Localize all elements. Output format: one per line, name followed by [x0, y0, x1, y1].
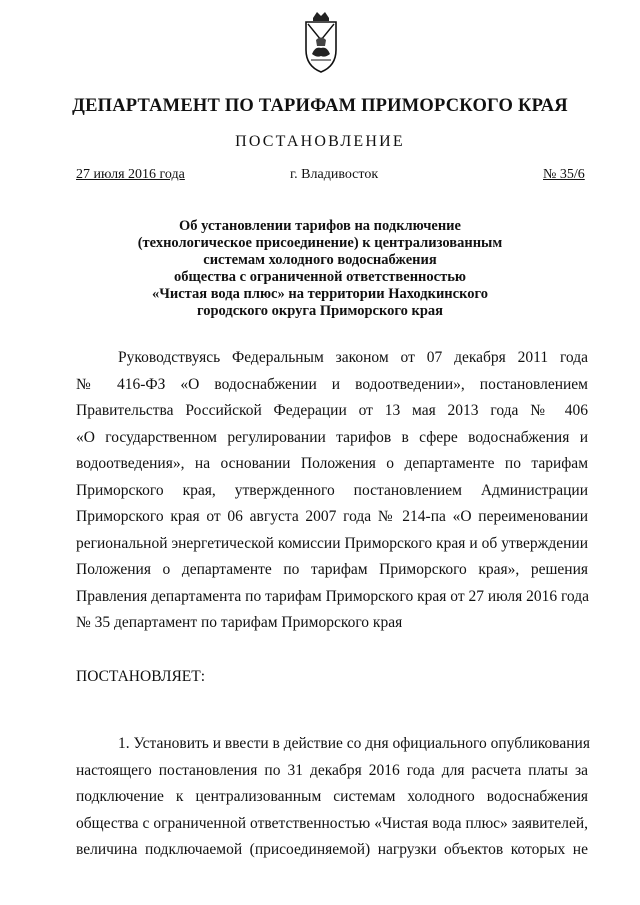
document-date: 27 июля 2016 года — [76, 167, 185, 182]
paragraph-line: водоотведения», на основании Положения о департаменте по тарифам — [76, 455, 588, 472]
paragraph-line: № 35 департамент по тарифам Приморского края — [76, 614, 403, 631]
paragraph-line: «О государственном регулировании тарифов в сфере водоснабжения и — [76, 428, 588, 446]
paragraph-line: Приморского края от 06 августа 2007 года № 214-па «О переименовании — [76, 508, 588, 525]
heading-line: «Чистая вода плюс» на территории Находкинского — [152, 286, 488, 302]
heading-line: городского округа Приморского края — [197, 303, 443, 319]
paragraph-line: подключение к централизованным системам холодного водоснабжения — [76, 788, 588, 805]
paragraph-line: величина подключаемой (присоединяемой) нагрузки объектов которых не — [76, 841, 588, 858]
paragraph-line: региональной энергетической комиссии Приморского края и об утверждении — [76, 534, 588, 552]
paragraph-line: 1. Установить и ввести в действие со дня официального опубликования — [118, 735, 590, 752]
document-heading — [60, 218, 580, 320]
heading-line: общества с ограниченной ответственностью — [174, 269, 466, 285]
paragraph-line: № 416-ФЗ «О водоснабжении и водоотведении», постановлением — [76, 375, 588, 393]
heading-line: (технологическое присоединение) к централизованным — [137, 235, 503, 251]
document-city: г. Владивосток — [290, 167, 379, 182]
heading-line: Об установлении тарифов на подключение — [179, 218, 461, 234]
coat-of-arms-icon — [303, 10, 339, 76]
decree-word: ПОСТАНОВЛЯЕТ: — [76, 668, 206, 685]
department-title: ДЕПАРТАМЕНТ ПО ТАРИФАМ ПРИМОРСКОГО КРАЯ — [72, 96, 568, 116]
document-type: ПОСТАНОВЛЕНИЕ — [235, 133, 405, 150]
paragraph-line: общества с ограниченной ответственностью «Чистая вода плюс» заявителей, — [76, 814, 588, 832]
paragraph-line: Положения о департаменте по тарифам Приморского края», решения — [76, 561, 588, 578]
document-number: № 35/6 — [543, 167, 585, 182]
paragraph-line: Правления департамента по тарифам Приморского края от 27 июля 2016 года — [76, 587, 589, 605]
heading-line: системам холодного водоснабжения — [203, 252, 437, 268]
paragraph-line: Руководствуясь Федеральным законом от 07 декабря 2011 года — [118, 349, 588, 366]
preamble-paragraph — [76, 345, 588, 637]
paragraph-line: Правительства Российской Федерации от 13 мая 2013 года № 406 — [76, 402, 588, 419]
paragraph-line: настоящего постановления по 31 декабря 2016 года для расчета платы за — [76, 761, 588, 779]
clause-1-paragraph — [76, 731, 588, 864]
paragraph-line: Приморского края, утвержденного постановлением Администрации — [76, 481, 588, 499]
